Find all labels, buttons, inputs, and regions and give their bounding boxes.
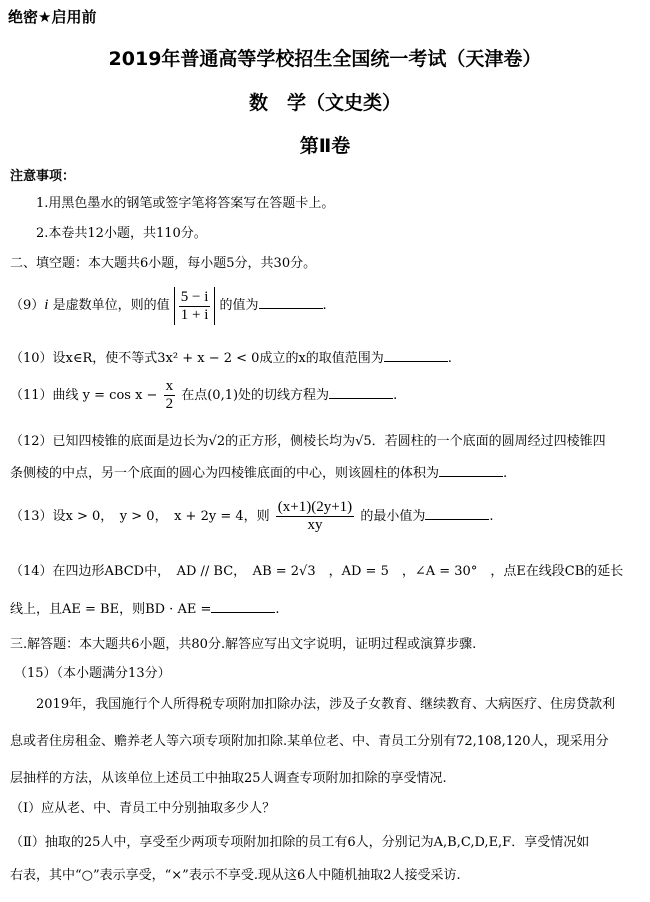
question-number: （9） [10, 298, 45, 313]
subject-title: 数 学（文史类） [248, 92, 401, 114]
volume-title: 第Ⅱ卷 [299, 135, 351, 157]
question-12-line-2: 条侧棱的中点，另一个底面的圆心为四棱锥底面的中心，则该圆柱的体积为 . [10, 462, 507, 481]
question-text-tail: 的最小值为 [360, 509, 426, 524]
question-number: （11） [10, 388, 53, 403]
question-number: （12） [10, 434, 53, 449]
question-14 [10, 560, 623, 579]
question-number: （14） [10, 564, 53, 579]
question-15-part-2-cont: 右表，其中“○”表示享受，“×”表示不享受.现从这6人中随机抽取2人接受采访. [10, 868, 461, 883]
question-text: 设x∈R，使不等式3x² + x − 2 < 0成立的x的取值范围为 [52, 351, 384, 366]
question-number: （10） [10, 351, 53, 366]
question-number: （13） [10, 509, 53, 524]
question-11: （11）曲线 y = cos x − $\frac{x}{2}$ 在点(0,1)处的切线方程为 . [10, 378, 398, 412]
question-15-header: （15）（本小题满分13分） [14, 666, 171, 681]
question-13: （13）设x > 0， y > 0， x + 2y = 4，则 $\frac{(x+1)(2y+1)}{xy}$ 的最小值为 . [10, 499, 494, 533]
question-text: 在四边形ABCD中， AD // BC， AB = 2√3 ，AD = 5 ，∠A = 30° ，点E在线段CB的延长 [52, 564, 624, 579]
question-15-part-1: （Ⅰ）应从老、中、青员工中分别抽取多少人？ [10, 801, 276, 816]
answer-blank [439, 463, 503, 477]
answer-blank [211, 599, 275, 613]
question-10: （10）设x∈R，使不等式3x² + x − 2 < 0成立的x的取值范围为 . [10, 347, 452, 366]
question-text: 设x > 0， y > 0， x + 2y = 4，则 [52, 509, 270, 524]
confidential-label: 绝密★启用前 [8, 8, 97, 26]
notice-heading: 注意事项： [10, 169, 76, 184]
question-text: 是虚数单位，则的值 [52, 298, 170, 313]
answer-blank [384, 348, 448, 362]
question-15-paragraph-3: 层抽样的方法，从该单位上述员工中抽取25人调查专项附加扣除的享受情况. [10, 771, 447, 786]
question-14-line-2: 线上，且AE = BE，则BD · AE = . [10, 598, 280, 617]
exam-title: 2019年普通高等学校招生全国统一考试（天津卷） [108, 48, 542, 70]
answer-blank [259, 295, 323, 309]
fraction: $\frac{(x+1)(2y+1)}{xy}$ [277, 499, 353, 533]
answer-blank [425, 506, 489, 520]
question-text-tail: 的值为 [219, 298, 259, 313]
question-15-paragraph-2: 息或者住房租金、赡养老人等六项专项附加扣除.某单位老、中、青员工分别有72,108,120人，现采用分 [10, 734, 609, 749]
question-text: 曲线 y = cos x − [52, 388, 158, 403]
notice-item-2: 2.本卷共12小题，共110分。 [36, 226, 207, 241]
question-9: （9）i 是虚数单位，则的值 $\frac{5 - i}{1 + i}$ 的值为 . [10, 288, 327, 323]
section-solution-heading: 三.解答题：本大题共6小题，共80分.解答应写出文字说明，证明过程或演算步骤. [10, 637, 477, 652]
notice-item-1: 1.用黑色墨水的钢笔或签字笔将答案写在答题卡上。 [36, 196, 335, 211]
answer-blank [329, 385, 393, 399]
question-15-paragraph-1: 2019年，我国施行个人所得税专项附加扣除办法，涉及子女教育、继续教育、大病医疗、住房贷款利 [36, 697, 616, 712]
fraction: $\frac{5 - i}{1 + i}$ [180, 288, 209, 323]
question-15-part-2: （Ⅱ）抽取的25人中，享受至少两项专项附加扣除的员工有6人，分别记为A,B,C,D,E,F．享受情况如 [10, 835, 590, 850]
section-fill-blank-heading: 二、填空题：本大题共6小题，每小题5分，共30分。 [10, 256, 317, 271]
abs-value-expression [174, 287, 216, 325]
question-text-tail: 在点(0,1)处的切线方程为 [181, 388, 330, 403]
fraction: $\frac{x}{2}$ [165, 378, 174, 412]
question-12 [10, 430, 606, 449]
question-text: 已知四棱锥的底面是边长为√2的正方形，侧棱长均为√5．若圆柱的一个底面的圆周经过四棱锥四 [52, 434, 606, 449]
